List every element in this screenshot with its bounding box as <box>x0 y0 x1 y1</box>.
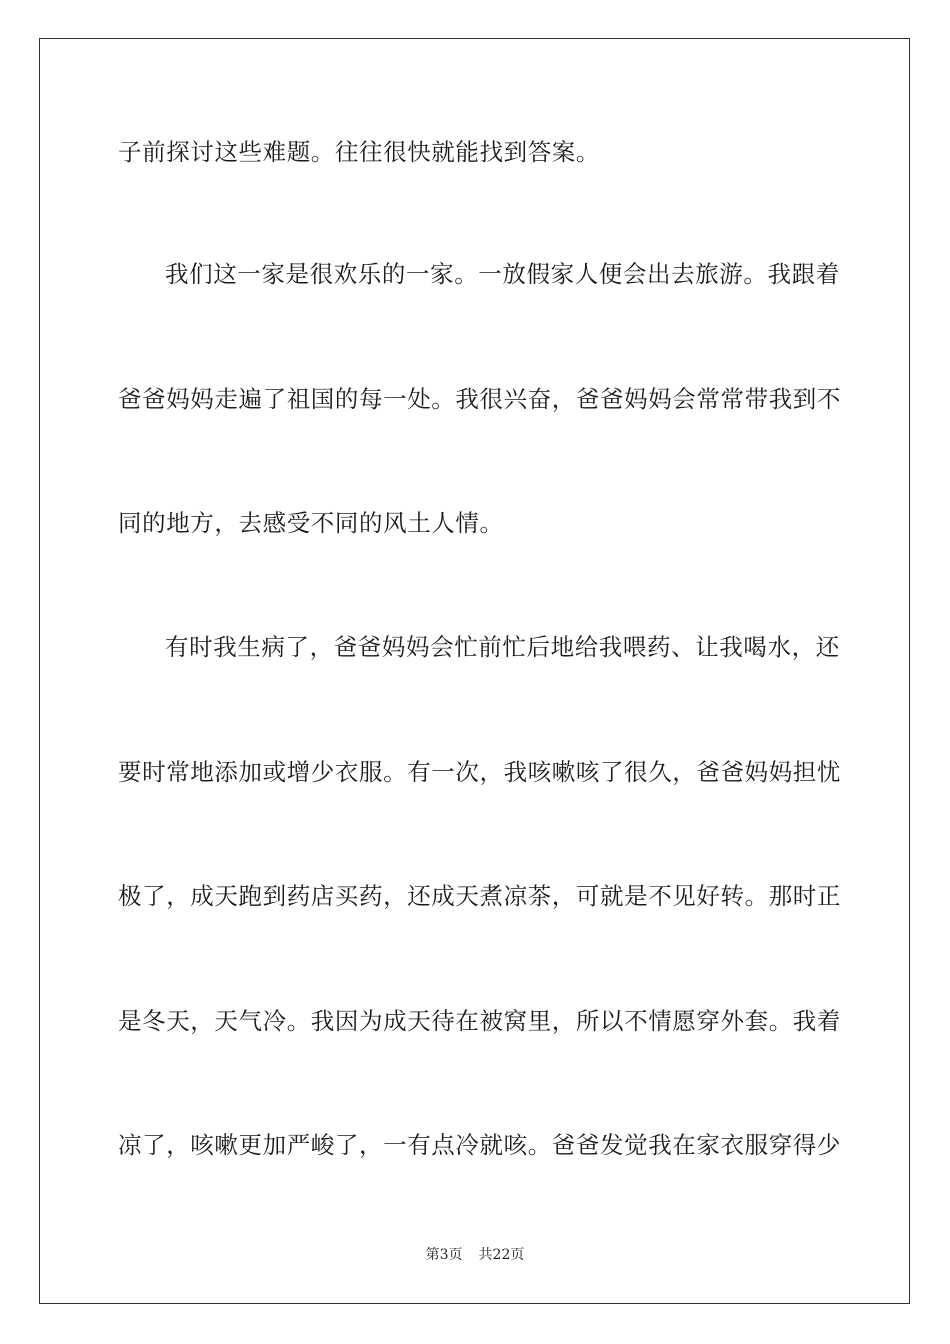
paragraph-line: 同的地方，去感受不同的风土人情。 <box>118 509 504 537</box>
paragraph-line: 我们这一家是很欢乐的一家。一放假家人便会出去旅游。我跟着 <box>165 260 840 288</box>
paragraph-line: 是冬天，天气冷。我因为成天待在被窝里，所以不情愿穿外套。我着 <box>118 1007 841 1035</box>
paragraph-line: 有时我生病了，爸爸妈妈会忙前忙后地给我喂药、让我喝水，还 <box>165 633 840 661</box>
page-number: 第3页 <box>425 1247 463 1263</box>
page-footer <box>0 1246 950 1264</box>
paragraph-line: 凉了，咳嗽更加严峻了，一有点冷就咳。爸爸发觉我在家衣服穿得少 <box>118 1131 841 1159</box>
paragraph-line: 极了，成天跑到药店买药，还成天煮凉茶，可就是不见好转。那时正 <box>118 882 841 910</box>
page-border <box>39 38 910 1304</box>
page-total: 共22页 <box>478 1247 525 1263</box>
paragraph-line: 爸爸妈妈走遍了祖国的每一处。我很兴奋，爸爸妈妈会常常带我到不 <box>118 385 841 413</box>
paragraph-line: 子前探讨这些难题。往往很快就能找到答案。 <box>118 138 600 166</box>
paragraph-line: 要时常地添加或增少衣服。有一次，我咳嗽咳了很久，爸爸妈妈担忧 <box>118 758 841 786</box>
